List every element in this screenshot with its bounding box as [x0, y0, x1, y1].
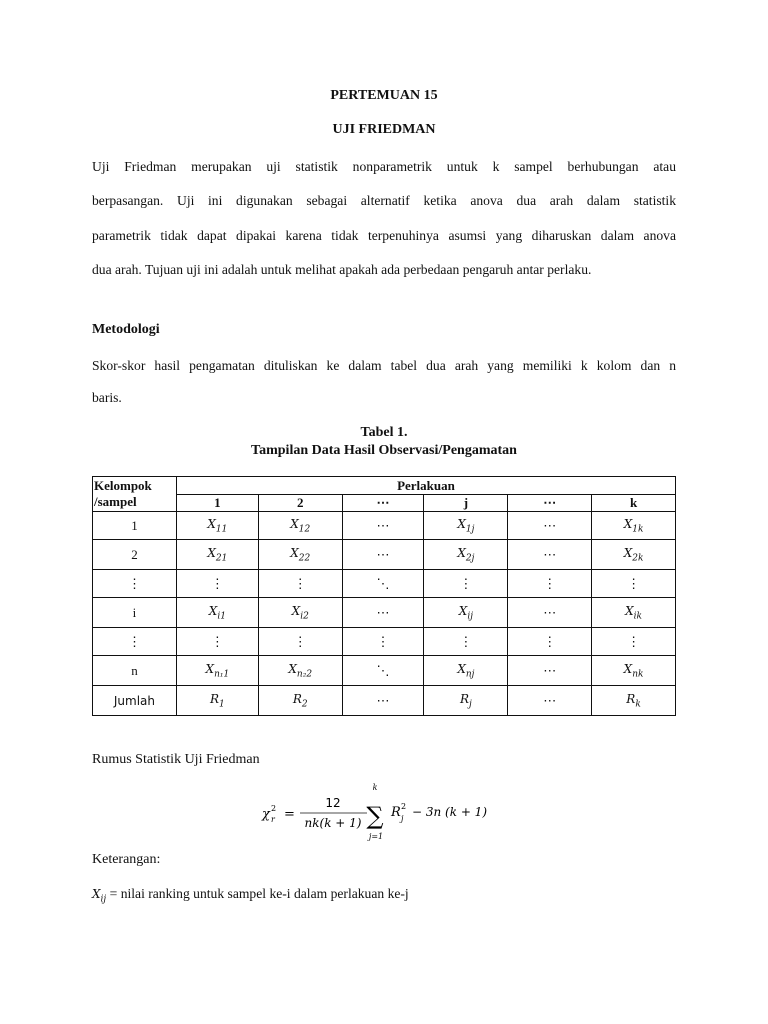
- table-body: [93, 512, 676, 716]
- table-cell: ⋯: [508, 598, 592, 628]
- table-cell: ⋯: [342, 512, 424, 540]
- sum-upper: k: [372, 783, 378, 792]
- table-row: [93, 570, 676, 598]
- row-label-cell: ⋮: [93, 570, 177, 598]
- friedman-formula: [260, 782, 520, 842]
- formula-label: Rumus Statistik Uji Friedman: [92, 752, 260, 767]
- table-cell: $X_{n_11}$: [176, 656, 258, 686]
- formula-denominator: nk(k + 1): [304, 816, 362, 830]
- table-cell: ⋯: [508, 656, 592, 686]
- table-caption: [92, 424, 676, 460]
- table-cell: $X_{22}$: [258, 540, 342, 570]
- column-header-row: [93, 495, 676, 512]
- row-label-cell: i: [93, 598, 177, 628]
- table-caption-title: Tampilan Data Hasil Observasi/Pengamatan: [251, 443, 517, 458]
- column-header-cell: 2: [258, 495, 342, 512]
- intro-line: Uji Friedman merupakan uji statistik nonparametrik untuk k sampel berhubungan atau: [92, 159, 676, 174]
- sum-lower: j=1: [368, 832, 384, 841]
- table-cell: $X_{ij}$: [424, 598, 508, 628]
- table-cell: $X_{i1}$: [176, 598, 258, 628]
- table-cell: ⋮: [258, 570, 342, 598]
- table-cell: $X_{nk}$: [592, 656, 676, 686]
- table-row: [93, 512, 676, 540]
- formula-chi-sup: 2: [271, 804, 277, 813]
- table-cell: $X_{21}$: [176, 540, 258, 570]
- intro-line: berpasangan. Uji ini digunakan sebagai alternatif ketika anova dua arah dalam statistik: [92, 193, 676, 209]
- formula-tail: − 3n (k + 1): [412, 805, 487, 819]
- formula-term: R: [391, 805, 401, 820]
- intro-paragraph: [92, 150, 676, 287]
- keterangan-item: [92, 886, 409, 904]
- data-table: [92, 476, 676, 716]
- table-cell: ⋯: [508, 540, 592, 570]
- column-header-cell: j: [424, 495, 508, 512]
- table-cell: $X_{2k}$: [592, 540, 676, 570]
- metodologi-line: Skor-skor hasil pengamatan dituliskan ke dalam tabel dua arah yang memiliki k kolom dan n: [92, 358, 676, 373]
- table-cell: $R_j$: [424, 686, 508, 716]
- intro-line: dua arah. Tujuan uji ini adalah untuk melihat apakah ada perbedaan pengaruh antar perlaku.: [92, 261, 592, 277]
- table-row: [93, 628, 676, 656]
- table-cell: ⋱: [342, 656, 424, 686]
- table-cell: ⋮: [424, 628, 508, 656]
- table-cell: $X_{1j}$: [424, 512, 508, 540]
- table-cell: $X_{2j}$: [424, 540, 508, 570]
- keterangan-symbol: $X_{ij}$: [92, 887, 107, 905]
- table-cell: ⋯: [508, 686, 592, 716]
- page-subtitle: UJI FRIEDMAN: [332, 122, 436, 137]
- row-label-cell: 2: [93, 540, 177, 570]
- table-cell: $R_1$: [176, 686, 258, 716]
- row-header-cell: Kelompok /sampel: [93, 477, 177, 512]
- page-title: PERTEMUAN 15: [330, 88, 438, 103]
- table-cell: ⋮: [342, 628, 424, 656]
- section-heading-metodologi: Metodologi: [92, 322, 160, 337]
- group-header-cell: Perlakuan: [176, 477, 675, 495]
- row-label-cell: n: [93, 656, 177, 686]
- column-header-cell: k: [592, 495, 676, 512]
- table-cell: $X_{nj}$: [424, 656, 508, 686]
- table-cell: ⋱: [342, 570, 424, 598]
- table-cell: $X_{12}$: [258, 512, 342, 540]
- column-header-cell: 1: [176, 495, 258, 512]
- column-header-cell: ⋯: [508, 495, 592, 512]
- formula-numerator: 12: [325, 796, 341, 810]
- formula-chi: χ: [262, 807, 270, 822]
- table-cell: ⋮: [176, 628, 258, 656]
- table-cell: $X_{1k}$: [592, 512, 676, 540]
- keterangan-heading: Keterangan:: [92, 852, 161, 867]
- column-header-cell: ⋯: [342, 495, 424, 512]
- table-cell: ⋮: [424, 570, 508, 598]
- table-cell: ⋯: [508, 512, 592, 540]
- table-row: [93, 598, 676, 628]
- table-cell: $X_{11}$: [176, 512, 258, 540]
- table-cell: ⋯: [342, 686, 424, 716]
- table-cell: $X_{n_22}$: [258, 656, 342, 686]
- table-cell: ⋯: [342, 598, 424, 628]
- sigma-icon: ∑: [366, 802, 384, 830]
- table-cell: ⋮: [176, 570, 258, 598]
- table-cell: $X_{ik}$: [592, 598, 676, 628]
- table-cell: ⋮: [508, 628, 592, 656]
- table-cell: ⋮: [592, 628, 676, 656]
- formula-term-sub: j: [401, 814, 404, 823]
- table-cell: ⋮: [508, 570, 592, 598]
- table-cell: $R_k$: [592, 686, 676, 716]
- intro-line: parametrik tidak dapat dipakai karena tidak terpenuhinya asumsi yang diharuskan dalam anova: [92, 227, 676, 243]
- row-label-cell: Jumlah: [93, 686, 177, 716]
- table-cell: $X_{i2}$: [258, 598, 342, 628]
- table-cell: $R_2$: [258, 686, 342, 716]
- keterangan-text: = nilai ranking untuk sampel ke-i dalam perlakuan ke-j: [109, 886, 409, 901]
- metodologi-line: baris.: [92, 390, 122, 405]
- row-label-cell: ⋮: [93, 628, 177, 656]
- table-row: [93, 540, 676, 570]
- metodologi-paragraph: [92, 350, 676, 414]
- table-row: [93, 686, 676, 716]
- row-label-cell: 1: [93, 512, 177, 540]
- table-row: [93, 656, 676, 686]
- table-caption-number: Tabel 1.: [360, 425, 408, 440]
- formula-chi-sub: r: [271, 815, 275, 824]
- formula-equals: =: [284, 807, 295, 822]
- table-cell: ⋮: [592, 570, 676, 598]
- table-cell: ⋮: [258, 628, 342, 656]
- formula-term-sup: 2: [401, 802, 407, 811]
- table-cell: ⋯: [342, 540, 424, 570]
